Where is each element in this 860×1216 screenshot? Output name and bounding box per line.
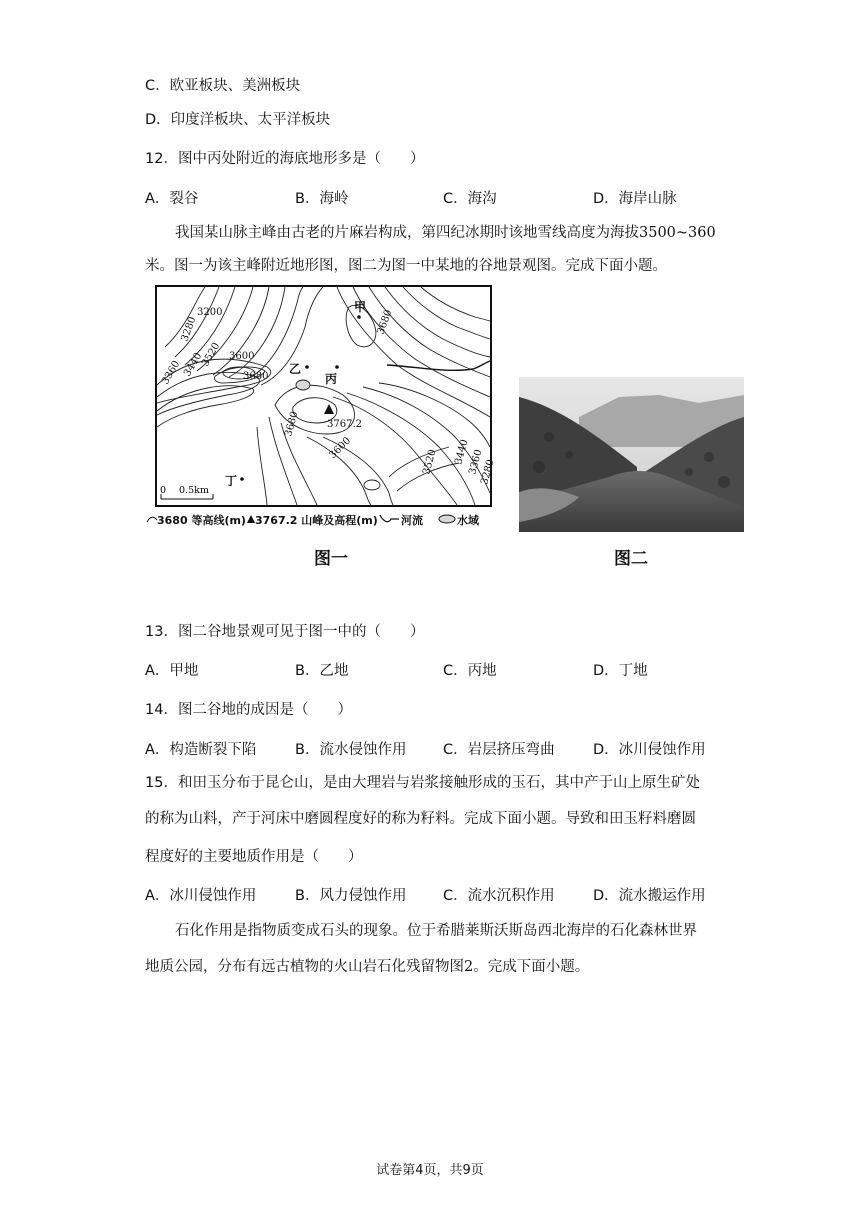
valley-photo: [519, 377, 744, 532]
legend-peak: 3767.2 山峰及高程(m): [247, 512, 255, 525]
valley-photo-svg: [519, 377, 744, 532]
legend-river: 河流: [379, 512, 401, 525]
question-15-line-2: 的称为山料，产于河床中磨圆程度好的称为籽料。完成下面小题。导致和田玉籽料磨圆: [145, 811, 696, 827]
q15-option-d: D．流水搬运作用: [593, 888, 706, 904]
legend-contour: 3680 等高线(m): [147, 512, 157, 525]
scale-bar: [160, 485, 213, 499]
q13-option-d: D．丁地: [593, 663, 648, 679]
q14-option-b: B．流水侵蚀作用: [295, 742, 407, 758]
q15-option-b: B．风力侵蚀作用: [295, 888, 407, 904]
contour-label: 3280: [479, 458, 497, 486]
passage-2-line-2: 地质公园，分布有远古植物的火山岩石化残留物图2。完成下面小题。: [145, 959, 590, 975]
contour-label: 3280: [179, 315, 199, 344]
peak-elevation-label: 3767.2: [327, 419, 362, 430]
option-c-line: C．欧亚板块、美洲板块: [145, 78, 301, 94]
passage-1-line-2: 米。图一为该主峰附近地形图，图二为图一中某地的谷地景观图。完成下面小题。: [145, 258, 667, 274]
map-legend: [147, 512, 507, 532]
question-13: 13．图二谷地景观可见于图一中的（ ）: [145, 624, 425, 640]
place-label-yi: 乙: [289, 362, 302, 376]
question-14-options: [145, 738, 745, 758]
figure-2-caption: 图二: [614, 549, 648, 569]
contour-label: 3440: [453, 438, 471, 466]
scale-distance: 0.5km: [179, 485, 209, 496]
water-body-icon: [437, 514, 457, 524]
q15-option-c: C．流水沉积作用: [443, 888, 555, 904]
contour-label: 3360: [160, 358, 183, 387]
q14-option-c: C．岩层挤压弯曲: [443, 742, 555, 758]
question-12-options: [145, 187, 745, 207]
contour-label: 3360: [467, 448, 485, 476]
question-14: 14．图二谷地的成因是（ ）: [145, 702, 352, 718]
option-d-line: D．印度洋板块、太平洋板块: [145, 112, 331, 128]
q14-option-a: A．构造断裂下陷: [145, 742, 257, 758]
q12-option-d: D．海岸山脉: [593, 191, 677, 207]
q13-option-b: B．乙地: [295, 663, 349, 679]
page-footer: 试卷第4页，共9页: [376, 1163, 484, 1178]
contour-label: 3520: [200, 340, 223, 369]
passage-2-line-1: 石化作用是指物质变成石头的现象。位于希腊莱斯沃斯岛西北海岸的石化森林世界: [175, 923, 697, 939]
q12-option-c: C．海沟: [443, 191, 497, 207]
scale-zero: 0: [160, 485, 167, 496]
contour-label: 3200: [197, 307, 223, 318]
place-label-bing: 丙: [325, 372, 338, 386]
contour-label: 3440: [182, 350, 205, 379]
q13-option-c: C．丙地: [443, 663, 497, 679]
contour-line-icon: [147, 514, 157, 524]
contour-label: 3680: [283, 410, 301, 438]
passage-1-line-1: 我国某山脉主峰由古老的片麻岩构成，第四纪冰期时该地雪线高度为海拔3500~360: [175, 225, 716, 241]
place-label-jia: 甲: [354, 300, 367, 314]
question-15-line-3: 程度好的主要地质作用是（ ）: [145, 849, 363, 865]
question-15-line-1: 15．和田玉分布于昆仑山，是由大理岩与岩浆接触形成的玉石，其中产于山上原生矿处: [145, 775, 700, 791]
q12-option-b: B．海岭: [295, 191, 349, 207]
contour-label: 3600: [327, 435, 354, 462]
question-15-options: [145, 884, 745, 904]
contour-label: 3600: [229, 351, 255, 362]
contour-label: 3520: [421, 448, 439, 476]
river-icon: [379, 513, 401, 525]
question-13-options: [145, 659, 745, 679]
figure-1-caption: 图一: [314, 549, 348, 569]
topographic-map: [155, 285, 497, 507]
contour-label: 3680: [375, 308, 395, 337]
peak-marker: [324, 404, 334, 414]
contour-label: 3680: [243, 371, 269, 382]
q13-option-a: A．甲地: [145, 663, 199, 679]
peak-triangle-icon: [247, 514, 255, 524]
q12-option-a: A．裂谷: [145, 191, 199, 207]
q15-option-a: A．冰川侵蚀作用: [145, 888, 257, 904]
contour-map-svg: [157, 287, 497, 505]
q14-option-d: D．冰川侵蚀作用: [593, 742, 706, 758]
question-12: 12．图中丙处附近的海底地形多是（ ）: [145, 151, 425, 167]
place-label-ding: 丁: [225, 474, 238, 488]
legend-water: 水域: [437, 512, 457, 525]
